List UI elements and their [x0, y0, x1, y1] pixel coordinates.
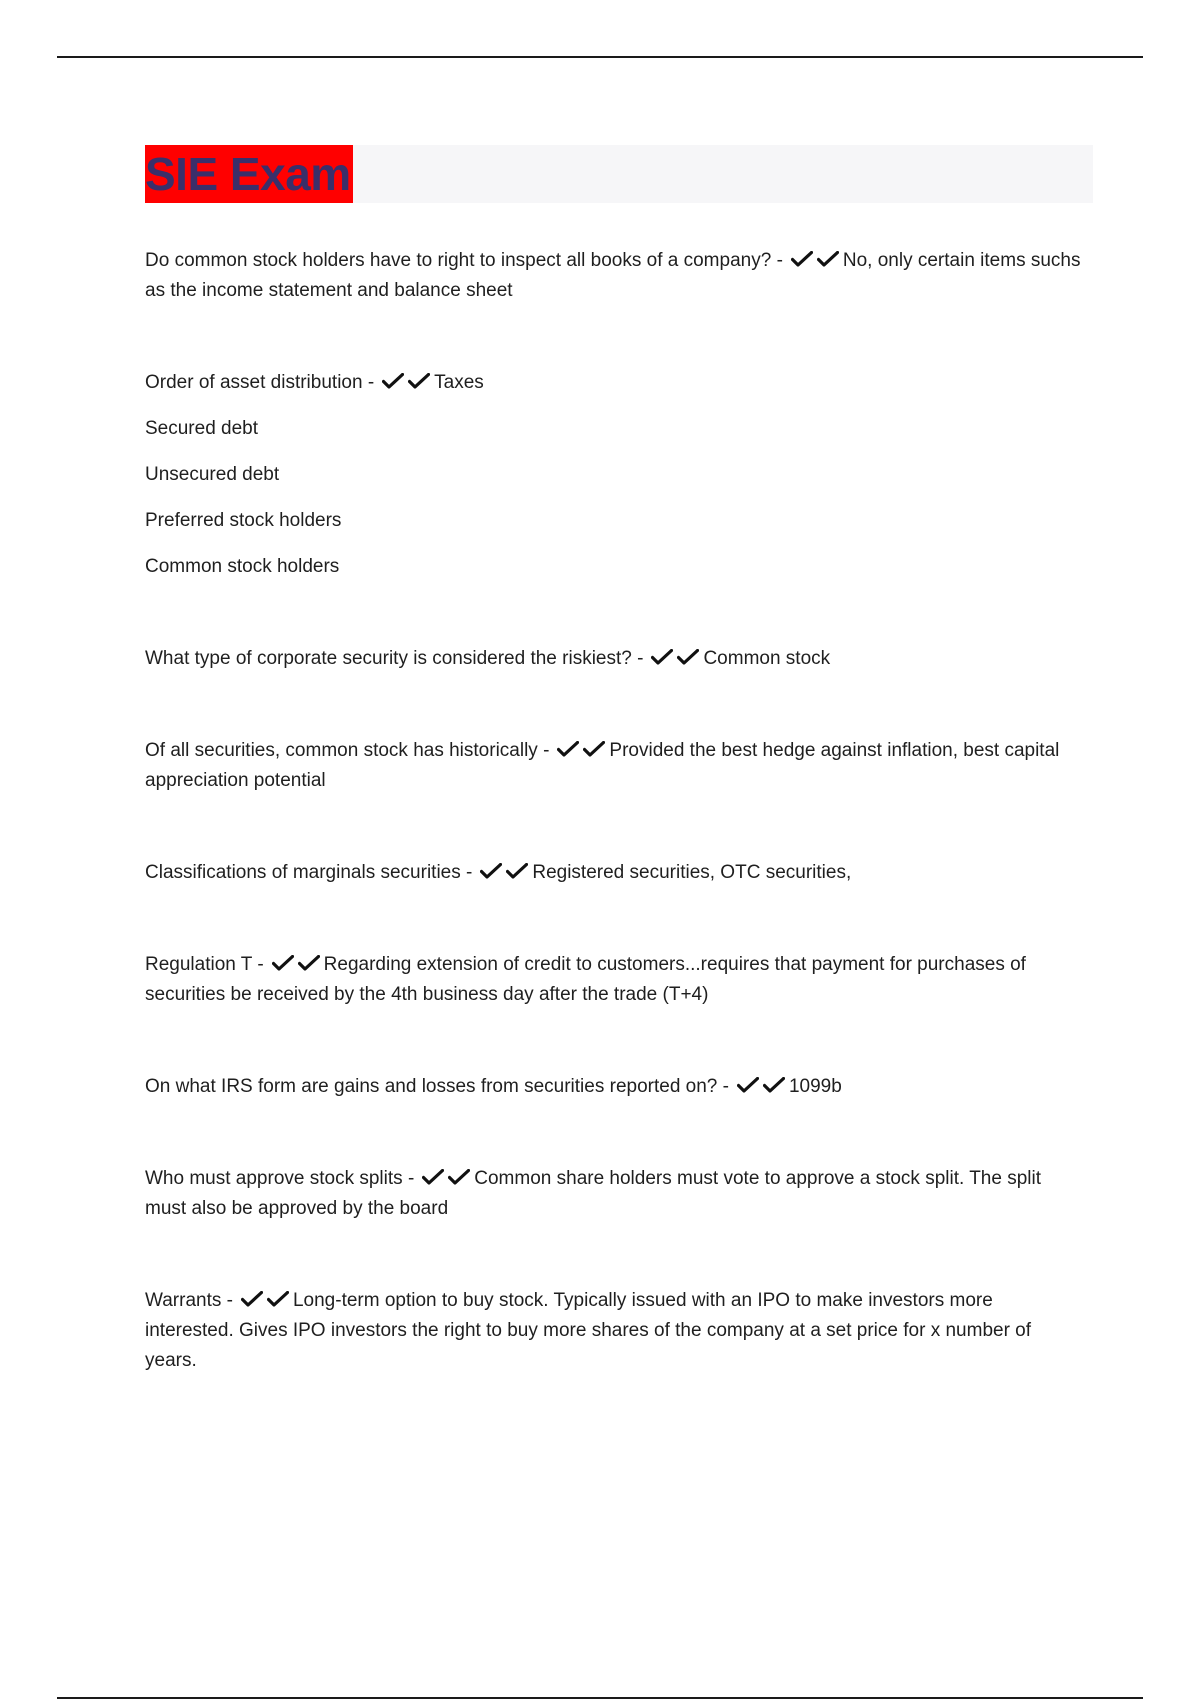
answer-text: Provided the best hedge against inflation, best capital appreciation potential — [145, 740, 1060, 791]
separator: - — [637, 648, 644, 669]
check-mark-icon — [763, 1077, 785, 1093]
check-mark-icon — [480, 863, 502, 879]
check-mark-icon — [677, 649, 699, 665]
answer-text: Common stock — [703, 648, 831, 669]
question-text: Regulation T — [145, 954, 253, 975]
check-mark-icon — [583, 741, 605, 757]
list-item: Common stock holders — [145, 556, 340, 577]
answer-text: Registered securities, OTC securities, — [532, 862, 852, 883]
top-rule — [57, 56, 1143, 58]
check-mark-icon — [298, 955, 320, 971]
qa-gap — [145, 306, 1085, 368]
document-title: SIE Exam — [145, 148, 351, 200]
qa-item — [145, 368, 1085, 398]
question-text: Warrants — [145, 1290, 222, 1311]
separator: - — [466, 862, 473, 883]
check-mark-icon — [382, 373, 404, 389]
answer-text: Regarding extension of credit to customers...requires that payment for purchases of securities be received by the 4th business day after the trade (T+4) — [145, 954, 1026, 1005]
check-mark-icon — [422, 1169, 444, 1185]
qa-gap — [145, 1102, 1085, 1164]
qa-gap — [145, 1224, 1085, 1286]
separator: - — [367, 372, 375, 393]
check-mark-icon — [791, 251, 813, 267]
qa-gap — [145, 582, 1085, 644]
question-text: What type of corporate security is considered the riskiest? — [145, 648, 632, 669]
qa-item — [145, 858, 1085, 888]
check-mark-icon — [506, 863, 528, 879]
check-mark-icon — [267, 1291, 289, 1307]
list-item: Secured debt — [145, 418, 259, 439]
qa-gap — [145, 674, 1085, 736]
list-item: Unsecured debt — [145, 464, 280, 485]
list-gap — [145, 490, 1085, 506]
check-mark-icon — [448, 1169, 470, 1185]
answer-text: Taxes — [434, 372, 484, 393]
list-gap — [145, 444, 1085, 460]
list-item: Preferred stock holders — [145, 510, 342, 531]
check-mark-icon — [241, 1291, 263, 1307]
qa-item — [145, 1286, 1085, 1376]
check-mark-icon — [272, 955, 294, 971]
check-mark-icon — [408, 373, 430, 389]
qa-item — [145, 1072, 1085, 1102]
question-text: Order of asset distribution — [145, 372, 363, 393]
title-band — [145, 145, 1093, 203]
bottom-rule — [57, 1697, 1143, 1699]
qa-item — [145, 246, 1085, 306]
question-text: On what IRS form are gains and losses from securities reported on? — [145, 1076, 718, 1097]
question-text: Who must approve stock splits — [145, 1168, 403, 1189]
qa-item — [145, 736, 1085, 796]
qa-gap — [145, 888, 1085, 950]
question-text: Of all securities, common stock has historically — [145, 740, 538, 761]
answer-text: Long-term option to buy stock. Typically issued with an IPO to make investors more interested. Gives IPO investors the right to buy more shares of the company at a set price for x number of years. — [145, 1290, 1032, 1371]
check-mark-icon — [737, 1077, 759, 1093]
separator: - — [226, 1290, 233, 1311]
qa-item — [145, 644, 1085, 674]
separator: - — [543, 740, 550, 761]
question-text: Classifications of marginals securities — [145, 862, 461, 883]
qa-gap — [145, 796, 1085, 858]
answer-text: Common share holders must vote to approve a stock split. The split must also be approved by the board — [145, 1168, 1042, 1219]
check-mark-icon — [817, 251, 839, 267]
qa-item — [145, 1164, 1085, 1224]
separator: - — [776, 250, 783, 271]
qa-gap — [145, 1010, 1085, 1072]
separator: - — [407, 1168, 415, 1189]
list-gap — [145, 398, 1085, 414]
qa-item — [145, 950, 1085, 1010]
answer-text: No, only certain items suchs as the income statement and balance sheet — [145, 250, 1081, 301]
list-gap — [145, 536, 1085, 552]
answer-text: 1099b — [788, 1076, 842, 1097]
separator: - — [257, 954, 264, 975]
check-mark-icon — [557, 741, 579, 757]
separator: - — [722, 1076, 729, 1097]
qa-content — [145, 246, 1085, 1376]
check-mark-icon — [651, 649, 673, 665]
question-text: Do common stock holders have to right to inspect all books of a company? — [145, 250, 772, 271]
